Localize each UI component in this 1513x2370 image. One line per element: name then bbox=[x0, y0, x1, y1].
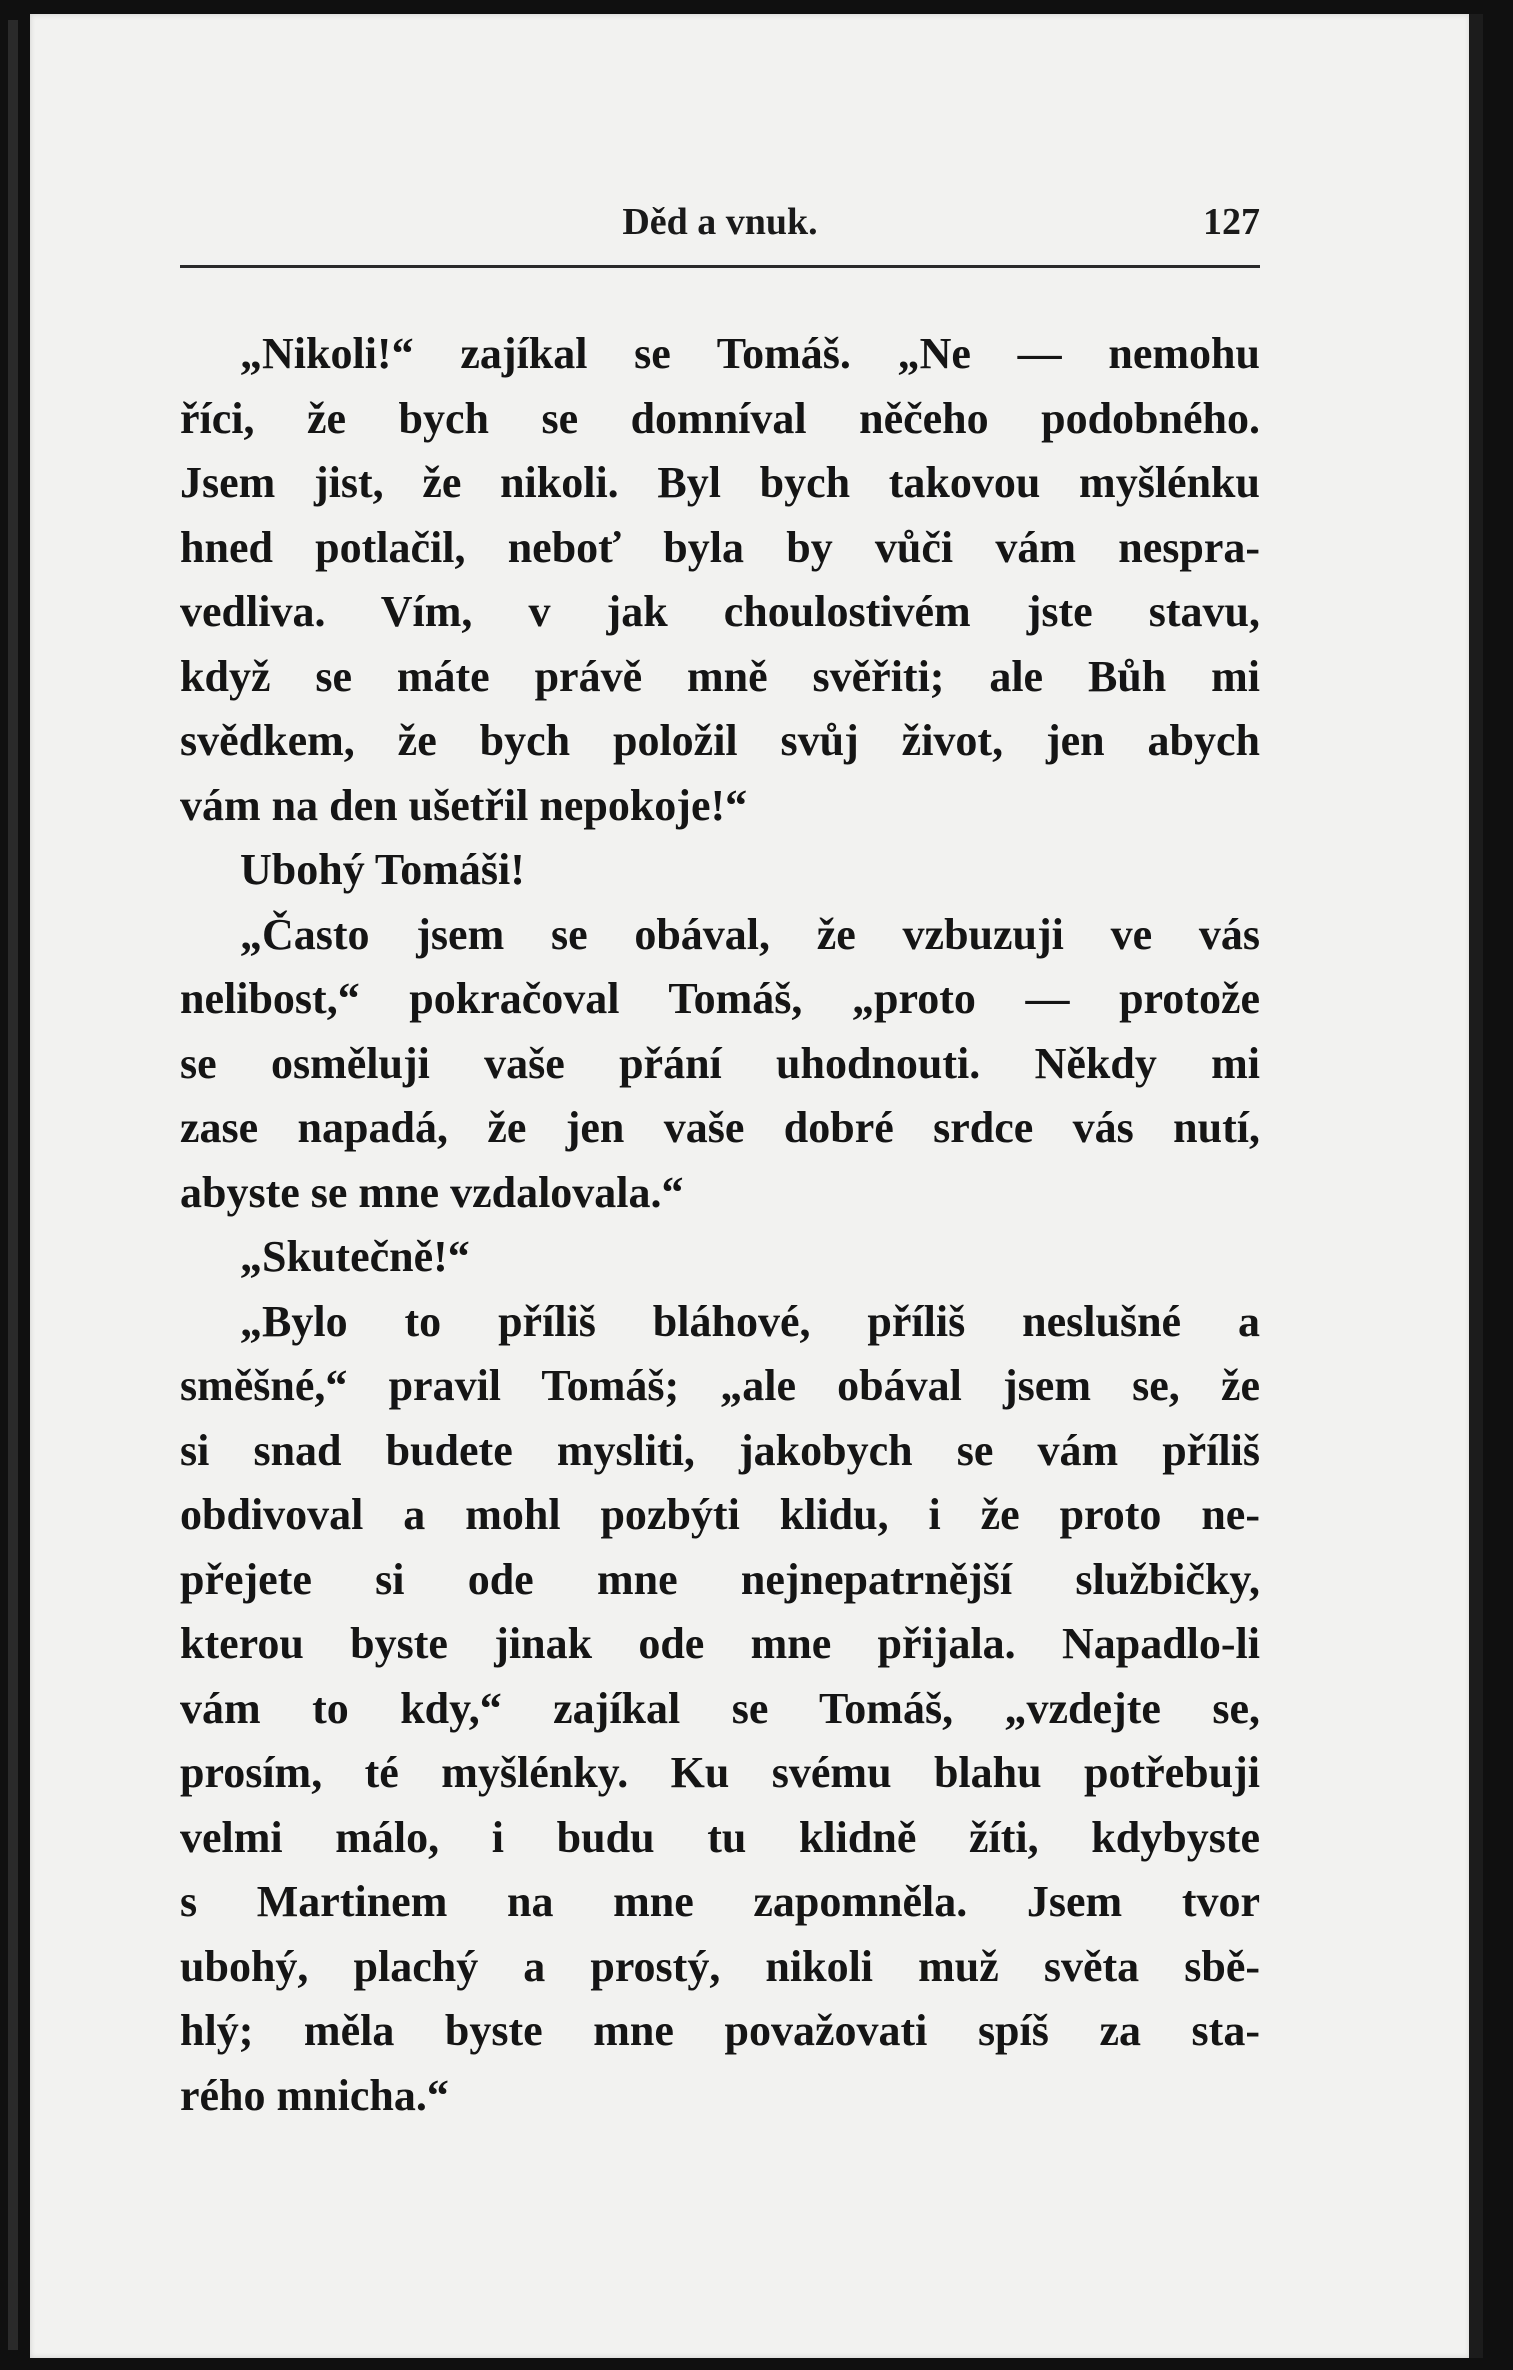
text-line: hlý; měla byste mne považovati spíš za sta- bbox=[180, 2006, 1260, 2055]
text-line: přejete si ode mne nejnepatrnější službičky, bbox=[180, 1554, 1260, 1604]
text-line: zase napadá, že jen vaše dobré srdce vás nutí, bbox=[180, 1103, 1260, 1152]
body-text bbox=[180, 322, 1260, 2128]
text-line: rého mnicha.“ bbox=[180, 2070, 449, 2120]
text-line: když se máte právě mně svěřiti; ale Bůh mi bbox=[180, 651, 1260, 701]
page-edge bbox=[1469, 14, 1483, 2358]
text-line: vedliva. Vím, v jak choulostivém jste stavu, bbox=[180, 587, 1260, 636]
text-line: prosím, té myšlénky. Ku svému blahu potřebuji bbox=[180, 1748, 1260, 1797]
text-line: se osměluji vaše přání uhodnouti. Někdy mi bbox=[180, 1038, 1260, 1088]
header-rule bbox=[180, 265, 1260, 268]
text-line: říci, že bych se domníval něčeho podobného. bbox=[180, 393, 1260, 443]
running-head-title: Děd a vnuk. bbox=[622, 201, 818, 243]
text-line: si snad budete mysliti, jakobych se vám příliš bbox=[180, 1425, 1260, 1475]
text-line: směšné,“ pravil Tomáš; „ale obával jsem se, že bbox=[180, 1361, 1260, 1410]
text-line: vám to kdy,“ zajíkal se Tomáš, „vzdejte se, bbox=[180, 1683, 1260, 1733]
text-line: velmi málo, i budu tu klidně žíti, kdybyste bbox=[180, 1812, 1260, 1862]
text-line: „Často jsem se obával, že vzbuzuji ve vás bbox=[240, 909, 1260, 959]
running-head bbox=[180, 200, 1260, 260]
text-line: ubohý, plachý a prostý, nikoli muž světa sbě- bbox=[180, 1941, 1260, 1991]
text-line: „Bylo to příliš bláhové, příliš neslušné a bbox=[240, 1296, 1260, 1346]
text-line: kterou byste jinak ode mne přijala. Napadlo-li bbox=[180, 1619, 1260, 1668]
text-line: Jsem jist, že nikoli. Byl bych takovou myšlénku bbox=[180, 458, 1260, 507]
text-line: „Skutečně!“ bbox=[240, 1232, 470, 1281]
text-line: abyste se mne vzdalovala.“ bbox=[180, 1167, 684, 1217]
text-line: s Martinem na mne zapomněla. Jsem tvor bbox=[180, 1877, 1260, 1926]
binding-edge bbox=[8, 20, 18, 2350]
text-line: Ubohý Tomáši! bbox=[240, 845, 525, 894]
text-line: nelibost,“ pokračoval Tomáš, „proto — protože bbox=[180, 974, 1260, 1023]
text-line: „Nikoli!“ zajíkal se Tomáš. „Ne — nemohu bbox=[240, 329, 1260, 378]
text-line: obdivoval a mohl pozbýti klidu, i že proto ne- bbox=[180, 1490, 1260, 1539]
page-number: 127 bbox=[1203, 201, 1260, 243]
text-line: svědkem, že bych položil svůj život, jen abych bbox=[180, 716, 1260, 765]
text-line: hned potlačil, neboť byla by vůči vám nespra- bbox=[180, 522, 1260, 572]
text-line: vám na den ušetřil nepokoje!“ bbox=[180, 780, 748, 830]
